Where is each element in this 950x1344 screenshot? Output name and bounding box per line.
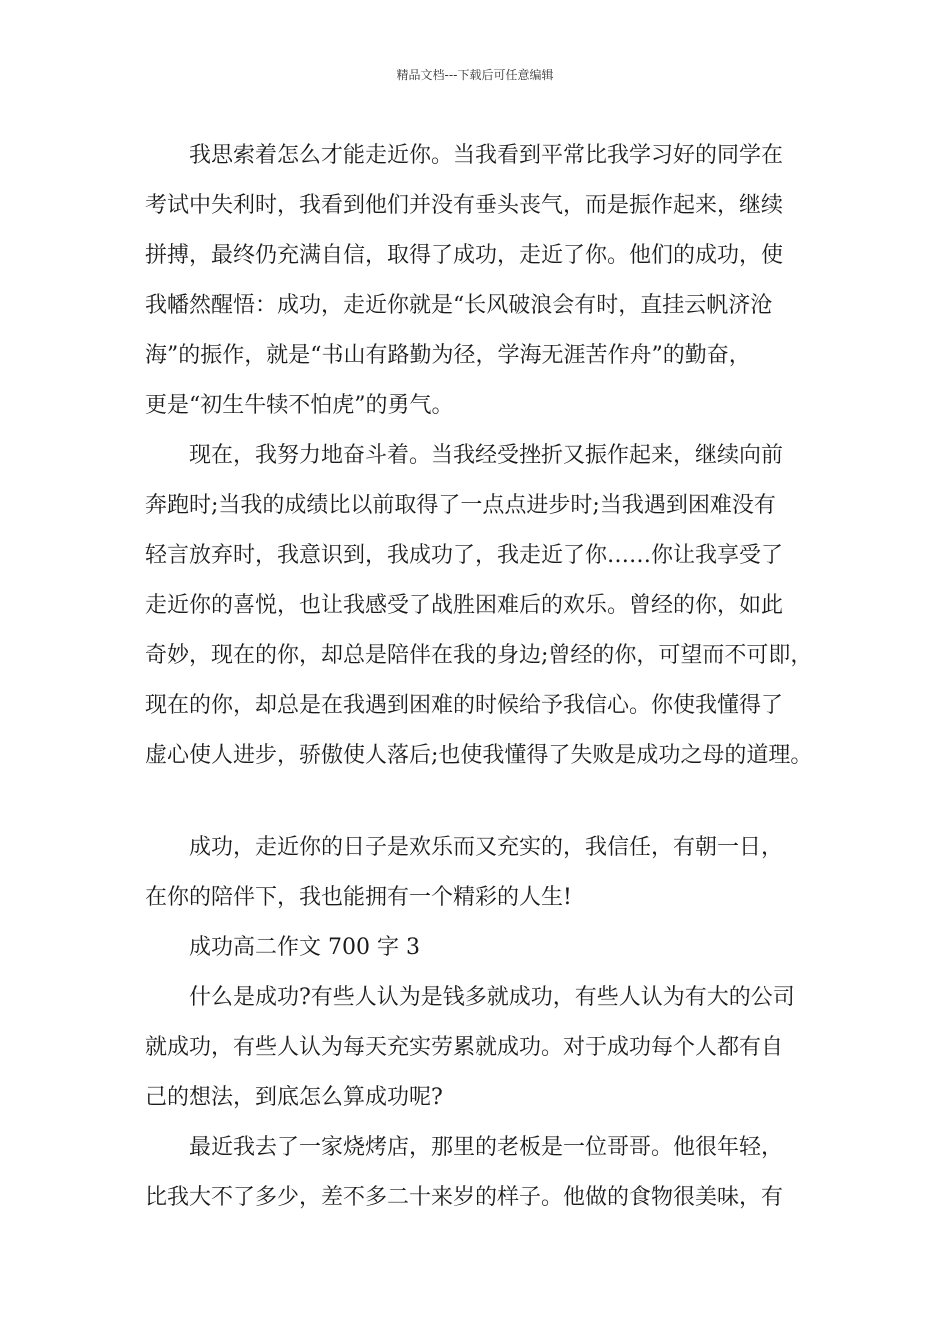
paragraph-1 [145, 131, 825, 431]
text-line: 就成功，有些人认为每天充实劳累就成功。对于成功每个人都有自 [145, 1035, 784, 1060]
text-line: 己的想法，到底怎么算成功呢? [145, 1085, 443, 1110]
text-line: 走近你的喜悦，也让我感受了战胜困难后的欢乐。曾经的你，如此 [145, 593, 784, 618]
text-line: 考试中失利时，我看到他们并没有垂头丧气，而是振作起来，继续 [145, 193, 784, 218]
text-line: 最近我去了一家烧烤店，那里的老板是一位哥哥。他很年轻， [145, 1135, 784, 1160]
text-line: 成功，走近你的日子是欢乐而又充实的，我信任，有朝一日， [145, 835, 784, 860]
text-line: 虚心使人进步，骄傲使人落后;也使我懂得了失败是成功之母的道理。 [145, 743, 813, 768]
heading-line: 成功高二作文 700 字 3 [145, 935, 420, 960]
text-line: 拼搏，最终仍充满自信，取得了成功，走近了你。他们的成功，使 [145, 243, 784, 268]
text-line: 现在，我努力地奋斗着。当我经受挫折又振作起来，继续向前 [145, 443, 784, 468]
page-header: 精品文档---下载后可任意编辑 [396, 68, 554, 82]
text-line: 什么是成功?有些人认为是钱多就成功，有些人认为有大的公司 [145, 985, 795, 1010]
paragraph-2 [145, 431, 825, 781]
paragraph-gap [145, 781, 825, 823]
text-line: 比我大不了多少，差不多二十来岁的样子。他做的食物很美味，有 [145, 1185, 784, 1210]
paragraph-3 [145, 823, 825, 923]
text-line: 轻言放弃时，我意识到，我成功了，我走近了你……你让我享受了 [145, 543, 784, 568]
text-line: 海”的振作，就是“书山有路勤为径，学海无涯苦作舟”的勤奋， [145, 343, 751, 368]
text-line: 奇妙，现在的你，却总是陪伴在我的身边;曾经的你，可望而不可即， [145, 643, 813, 668]
section-heading [145, 923, 825, 973]
text-line: 现在的你，却总是在我遇到困难的时候给予我信心。你使我懂得了 [145, 693, 784, 718]
text-line: 我思索着怎么才能走近你。当我看到平常比我学习好的同学在 [145, 143, 784, 168]
paragraph-5 [145, 1123, 825, 1223]
document-body [145, 131, 825, 1223]
text-line: 奔跑时;当我的成绩比以前取得了一点点进步时;当我遇到困难没有 [145, 493, 776, 518]
paragraph-4 [145, 973, 825, 1123]
text-line: 在你的陪伴下，我也能拥有一个精彩的人生! [145, 885, 572, 910]
text-line: 更是“初生牛犊不怕虎”的勇气。 [145, 393, 454, 418]
text-line: 我幡然醒悟：成功，走近你就是“长风破浪会有时，直挂云帆济沧 [145, 293, 773, 318]
